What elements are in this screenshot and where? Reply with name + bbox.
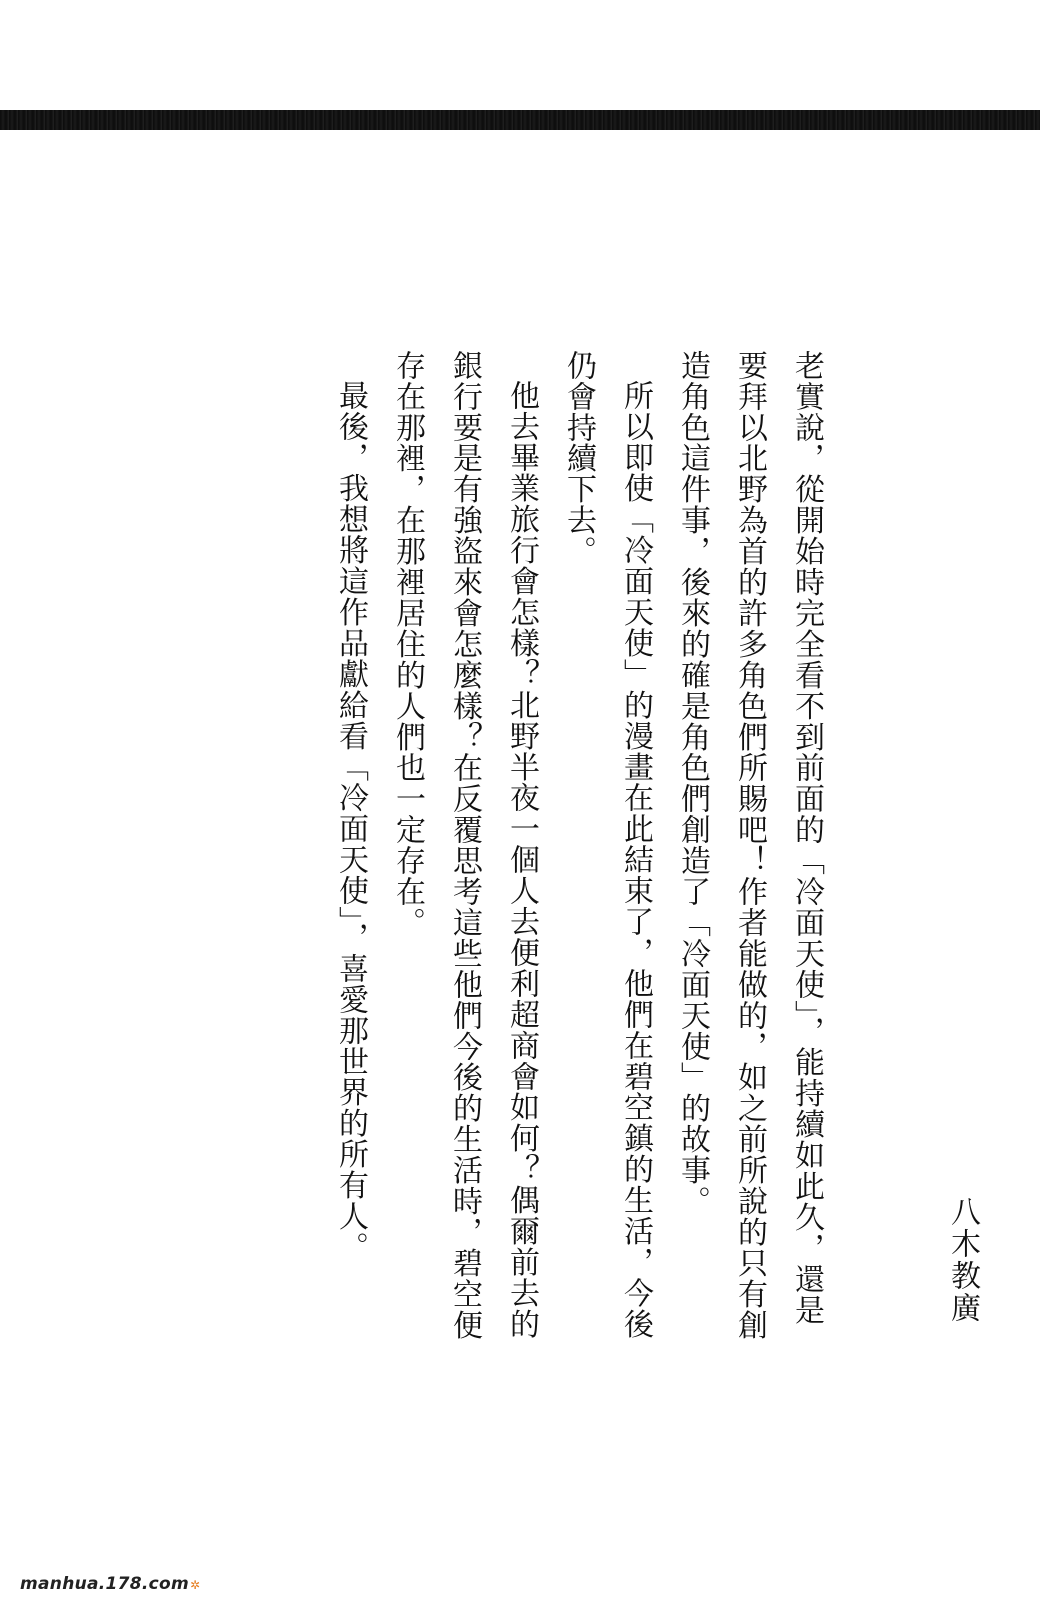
author-signature: 八木教廣 (945, 1196, 980, 1324)
paragraph-4: 最後，我想將這作品獻給看「冷面天使」，喜愛那世界的所有人。 (333, 380, 368, 1263)
paragraph-2: 所以即使「冷面天使」的漫畫在此結束了，他們在碧空鎮的生活，今後仍會持續下去。 (561, 350, 653, 1340)
star-icon: ✲ (190, 1578, 201, 1592)
top-border-bar (0, 110, 1040, 130)
paragraph-3: 他去畢業旅行會怎樣？北野半夜一個人去便利超商會如何？偶爾前去的銀行要是有強盜來會怎麼樣？在反覆思考這些他們今後的生活時，碧空便存在那裡，在那裡居住的人們也一定存在。 (390, 350, 539, 1341)
afterword-text (322, 350, 835, 1350)
paragraph-1: 老實說，從開始時完全看不到前面的「冷面天使」，能持續如此久，還是要拜以北野為首的許多角色們所賜吧！作者能做的，如之前所說的只有創造角色這件事，後來的確是角色們創造了「冷面天使」的故事。 (675, 350, 824, 1341)
watermark (20, 1574, 200, 1594)
watermark-text: manhua.178.com (20, 1574, 190, 1594)
